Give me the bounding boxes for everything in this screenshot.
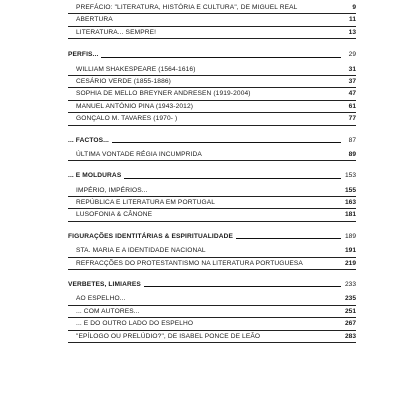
toc-entry-label: STA. MARIA E A IDENTIDADE NACIONAL: [76, 247, 206, 255]
toc-section-title: VERBETES, LIMIARES: [68, 281, 141, 289]
toc-entry-page: 283: [344, 332, 356, 340]
toc-entry-label: LITERATURA... SEMPRE!: [76, 28, 157, 36]
toc-entry-page: 267: [344, 320, 356, 328]
toc-entry-page: 89: [348, 150, 356, 158]
toc-entry-page: 47: [348, 90, 356, 98]
toc-intro: [68, 2, 356, 39]
toc-entry[interactable]: [68, 64, 356, 76]
toc-entry-page: 37: [348, 77, 356, 85]
toc-section-page: 189: [344, 232, 356, 240]
toc-entry[interactable]: [68, 14, 356, 26]
toc-entry-label: ÚLTIMA VONTADE RÉGIA INCUMPRIDA: [76, 150, 202, 158]
toc-entry-page: 155: [344, 186, 356, 194]
toc-entry[interactable]: [68, 101, 356, 113]
toc-entry[interactable]: [68, 331, 356, 343]
toc-entry-label: REPÚBLICA E LITERATURA EM PORTUGAL: [76, 199, 216, 207]
toc-entry-page: 181: [344, 211, 356, 219]
toc-entry[interactable]: [68, 113, 356, 125]
toc-entry-page: 235: [344, 295, 356, 303]
toc-heading-rule: [144, 286, 341, 287]
toc-entry-label: "EPÍLOGO OU PRELÚDIO?", DE ISABEL PONCE DE LEÃO: [76, 332, 261, 340]
toc-entry-label: PREFÁCIO: "LITERATURA, HISTÓRIA E CULTURA", DE MIGUEL REAL: [76, 3, 298, 11]
table-of-contents: [68, 0, 356, 343]
toc-entry-label: MANUEL ANTÓNIO PINA (1943-2012): [76, 102, 194, 110]
toc-entry[interactable]: [68, 88, 356, 100]
toc-entry[interactable]: [68, 306, 356, 318]
toc-entry-page: 251: [344, 307, 356, 315]
toc-entry-page: 13: [348, 28, 356, 36]
toc-section-heading[interactable]: [68, 279, 356, 290]
toc-entry-page: 191: [344, 247, 356, 255]
toc-entry[interactable]: [68, 185, 356, 197]
toc-section-heading[interactable]: [68, 135, 356, 146]
toc-section-heading[interactable]: [68, 170, 356, 181]
toc-section-title: PERFIS...: [68, 51, 99, 59]
toc-section-heading[interactable]: [68, 49, 356, 60]
toc-entry[interactable]: [68, 293, 356, 305]
toc-section-title: ... FACTOS...: [68, 136, 110, 144]
toc-entry[interactable]: [68, 2, 356, 14]
toc-entry[interactable]: [68, 27, 356, 39]
toc-entry-label: GONÇALO M. TAVARES (1970- ): [76, 115, 178, 123]
toc-section-verbetes: [68, 279, 356, 343]
toc-entry-page: 11: [349, 16, 356, 24]
toc-section-page: 87: [348, 136, 356, 144]
toc-entry[interactable]: [68, 76, 356, 88]
toc-section-title: FIGURAÇÕES IDENTITÁRIAS & ESPIRITUALIDADE: [68, 232, 234, 240]
toc-entry[interactable]: [68, 258, 356, 270]
toc-entry-label: CESÁRIO VERDE (1855-1886): [76, 77, 171, 85]
toc-entry-label: REFRACÇÕES DO PROTESTANTISMO NA LITERATURA PORTUGUESA: [76, 259, 303, 267]
toc-section-title: ... E MOLDURAS: [68, 172, 122, 180]
toc-entry-page: 163: [344, 199, 356, 207]
toc-entry-page: 61: [348, 102, 356, 110]
toc-entry-label: IMPÉRIO, IMPÉRIOS...: [76, 186, 148, 194]
toc-heading-rule: [112, 142, 341, 143]
toc-entry-label: WILLIAM SHAKESPEARE (1564-1616): [76, 65, 196, 73]
toc-entry-label: SOPHIA DE MELLO BREYNER ANDRESEN (1919-2004): [76, 90, 251, 98]
toc-heading-rule: [101, 57, 341, 58]
toc-entry[interactable]: [68, 149, 356, 161]
toc-entry[interactable]: [68, 209, 356, 221]
toc-section-heading[interactable]: [68, 231, 356, 242]
toc-entry-page: 219: [344, 259, 356, 267]
toc-entry[interactable]: [68, 245, 356, 257]
toc-entry-label: ... E DO OUTRO LADO DO ESPELHO: [76, 320, 194, 328]
toc-entry[interactable]: [68, 197, 356, 209]
toc-entry-label: ... COM AUTORES...: [76, 307, 140, 315]
toc-section-figuracoes: [68, 231, 356, 270]
toc-section-page: 153: [344, 172, 356, 180]
toc-entry[interactable]: [68, 318, 356, 330]
toc-section-page: 29: [348, 51, 356, 59]
toc-entry-page: 9: [352, 3, 356, 11]
toc-entry-label: ABERTURA: [76, 16, 113, 24]
toc-section-molduras: [68, 170, 356, 222]
toc-section-perfis: [68, 49, 356, 125]
toc-entry-label: AO ESPELHO...: [76, 295, 126, 303]
toc-entry-page: 31: [348, 65, 356, 73]
toc-entry-page: 77: [348, 115, 356, 123]
toc-section-factos: [68, 135, 356, 162]
toc-heading-rule: [236, 238, 341, 239]
toc-heading-rule: [124, 178, 341, 179]
toc-entry-label: LUSOFONIA & CÂNONE: [76, 211, 153, 219]
toc-section-page: 233: [344, 281, 356, 289]
